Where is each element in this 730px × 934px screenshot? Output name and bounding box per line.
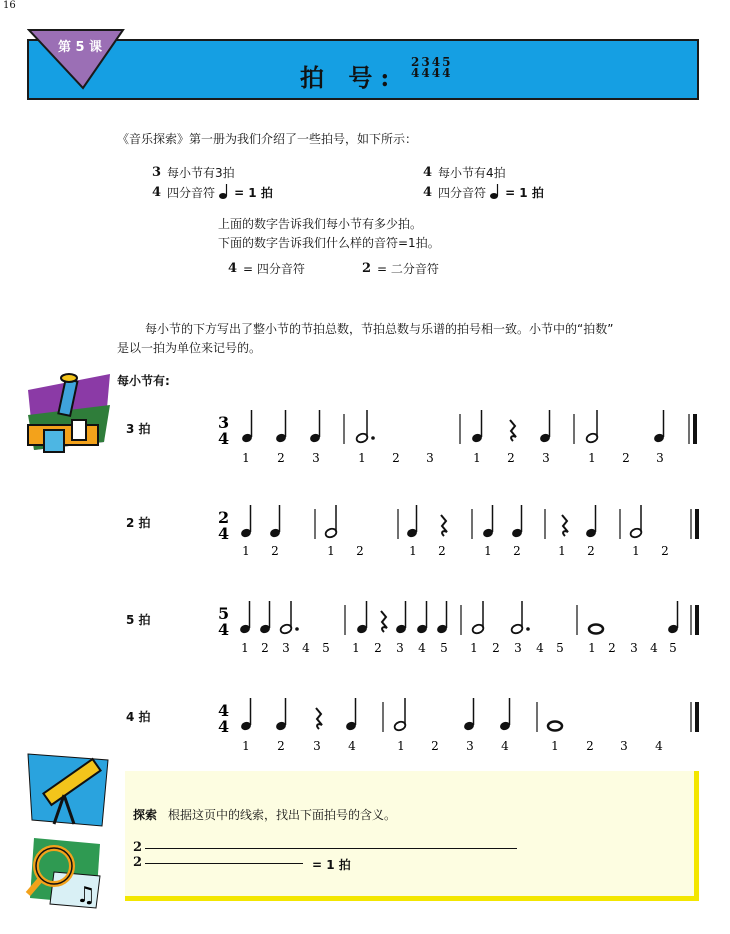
example-sig-bottom: 4 xyxy=(423,184,433,200)
beat-count: 4 xyxy=(302,641,310,655)
example-sig-top: 4 xyxy=(423,165,433,180)
explore-instruction: 根据这页中的线索，找出下面拍号的含义。 xyxy=(168,808,397,822)
quarter-rest xyxy=(381,611,387,632)
row2-sig-bottom: 4 xyxy=(218,524,230,543)
beat-count: 2 xyxy=(507,451,515,465)
row1-sig-top: 3 xyxy=(218,413,230,432)
beat-count: 1 xyxy=(242,544,250,558)
row-label-3: 3 拍 xyxy=(126,422,151,436)
beat-count: 4 xyxy=(348,739,356,753)
beat-count: 1 xyxy=(470,641,478,655)
example-sig-top: 3 xyxy=(152,165,162,180)
beat-count: 2 xyxy=(374,641,382,655)
row-label-2: 2 拍 xyxy=(126,516,151,530)
beat-count: 4 xyxy=(650,641,658,655)
beat-count: 3 xyxy=(620,739,628,753)
beat-count: 1 xyxy=(484,544,492,558)
explore-label: 探索 xyxy=(133,808,158,822)
quarter-rest xyxy=(316,708,322,729)
beat-count: 5 xyxy=(440,641,448,655)
explore-q2-answer-line[interactable] xyxy=(145,863,303,864)
row3-sig-top: 5 xyxy=(218,604,230,623)
beat-count: 1 xyxy=(358,451,366,465)
whole-note xyxy=(548,722,562,731)
beat-count: 2 xyxy=(438,544,446,558)
quarter-rest xyxy=(441,515,447,536)
note-dot xyxy=(371,436,375,440)
paragraph-line1: 每小节的下方写出了整小节的节拍总数，节拍总数与乐谱的拍号相一致。小节中的“拍数” xyxy=(145,322,614,336)
row-label-4: 4 拍 xyxy=(126,710,151,724)
whole-note xyxy=(589,625,603,634)
example-suffix: = 1 拍 xyxy=(234,185,273,200)
example-sig-bottom: 4 xyxy=(152,184,162,200)
final-bar-thick xyxy=(695,702,699,732)
row4-sig-top: 4 xyxy=(218,701,230,720)
beat-count: 2 xyxy=(492,641,500,655)
beat-count: 2 xyxy=(661,544,669,558)
example-line1: 每小节有4拍 xyxy=(438,166,506,180)
beat-count: 3 xyxy=(466,739,474,753)
equation-half: 2 = 二分音符 xyxy=(362,261,439,276)
beat-count: 3 xyxy=(313,739,321,753)
beat-count: 1 xyxy=(242,451,250,465)
row1-sig-bottom: 4 xyxy=(218,429,230,448)
explain-line2: 下面的数字告诉我们什么样的音符=1拍。 xyxy=(218,236,440,250)
beat-count: 1 xyxy=(241,641,249,655)
beat-count: 4 xyxy=(536,641,544,655)
beat-count: 1 xyxy=(352,641,360,655)
beat-count: 2 xyxy=(587,544,595,558)
beat-count: 2 xyxy=(271,544,279,558)
title-sig-5-4: 5 4 xyxy=(442,55,451,80)
row3-sig-bottom: 4 xyxy=(218,620,230,639)
beat-count: 3 xyxy=(542,451,550,465)
example-line1: 每小节有3拍 xyxy=(167,166,235,180)
beat-count: 1 xyxy=(397,739,405,753)
row-label-5: 5 拍 xyxy=(126,613,151,627)
explain-line1: 上面的数字告诉我们每小节有多少拍。 xyxy=(218,217,423,231)
beat-count: 2 xyxy=(513,544,521,558)
note-dot xyxy=(295,627,299,631)
beat-count: 2 xyxy=(608,641,616,655)
beat-count: 3 xyxy=(514,641,522,655)
beat-count: 1 xyxy=(588,641,596,655)
beat-count: 3 xyxy=(656,451,664,465)
magnifier-icon xyxy=(24,832,104,912)
final-bar-thick xyxy=(693,414,697,444)
beat-count: 2 xyxy=(277,451,285,465)
beat-count: 2 xyxy=(431,739,439,753)
explore-q1-num: 2 xyxy=(133,840,143,855)
title-sig-2-4: 2 4 xyxy=(411,55,420,80)
beat-count: 1 xyxy=(409,544,417,558)
example-suffix: = 1 拍 xyxy=(505,185,544,200)
beat-count: 2 xyxy=(277,739,285,753)
example-line2: 四分音符 xyxy=(167,185,216,200)
telescope-icon xyxy=(24,750,112,830)
quarter-rest xyxy=(562,515,568,536)
page-title: 拍 号: xyxy=(300,63,398,92)
title-sig-3-4: 3 4 xyxy=(421,55,430,80)
beat-count: 1 xyxy=(473,451,481,465)
beat-count: 5 xyxy=(669,641,677,655)
lesson-label: 第 5 课 xyxy=(57,40,103,55)
explore-box xyxy=(125,771,699,901)
explore-q1-answer-line[interactable] xyxy=(145,848,517,849)
example-line2: 四分音符 xyxy=(438,185,487,200)
beat-count: 2 xyxy=(261,641,269,655)
explore-q2-num: 2 xyxy=(133,855,143,870)
equation-quarter: 4 = 四分音符 xyxy=(228,261,305,276)
svg-text:♫: ♫ xyxy=(76,883,96,908)
row2-sig-top: 2 xyxy=(218,508,230,527)
beat-count: 2 xyxy=(586,739,594,753)
beat-count: 3 xyxy=(282,641,290,655)
beat-count: 1 xyxy=(558,544,566,558)
beat-count: 4 xyxy=(655,739,663,753)
beat-count: 5 xyxy=(556,641,564,655)
row4-sig-bottom: 4 xyxy=(218,717,230,736)
explore-q2-suffix: = 1 拍 xyxy=(312,858,351,872)
final-bar-thick xyxy=(695,509,699,539)
beat-count: 2 xyxy=(392,451,400,465)
beat-count: 1 xyxy=(327,544,335,558)
intro-text: 《音乐探索》第一册为我们介绍了一些拍号，如下所示： xyxy=(117,132,418,146)
beat-count: 3 xyxy=(630,641,638,655)
final-bar-thick xyxy=(695,605,699,635)
beat-count: 1 xyxy=(632,544,640,558)
page-number: 16 xyxy=(3,0,16,11)
beat-count: 2 xyxy=(622,451,630,465)
per-measure-label: 每小节有: xyxy=(117,374,170,388)
quarter-rest xyxy=(510,420,516,441)
beat-count: 3 xyxy=(426,451,434,465)
beat-count: 2 xyxy=(356,544,364,558)
beat-count: 1 xyxy=(551,739,559,753)
beat-count: 4 xyxy=(418,641,426,655)
note-dot xyxy=(526,627,530,631)
beat-count: 3 xyxy=(396,641,404,655)
beat-count: 1 xyxy=(242,739,250,753)
beat-count: 1 xyxy=(588,451,596,465)
beat-count: 4 xyxy=(501,739,509,753)
title-sig-4-4: 4 4 xyxy=(431,55,441,80)
beat-count: 5 xyxy=(322,641,330,655)
beat-count: 3 xyxy=(312,451,320,465)
paragraph-line2: 是以一拍为单位来记号的。 xyxy=(117,341,262,355)
